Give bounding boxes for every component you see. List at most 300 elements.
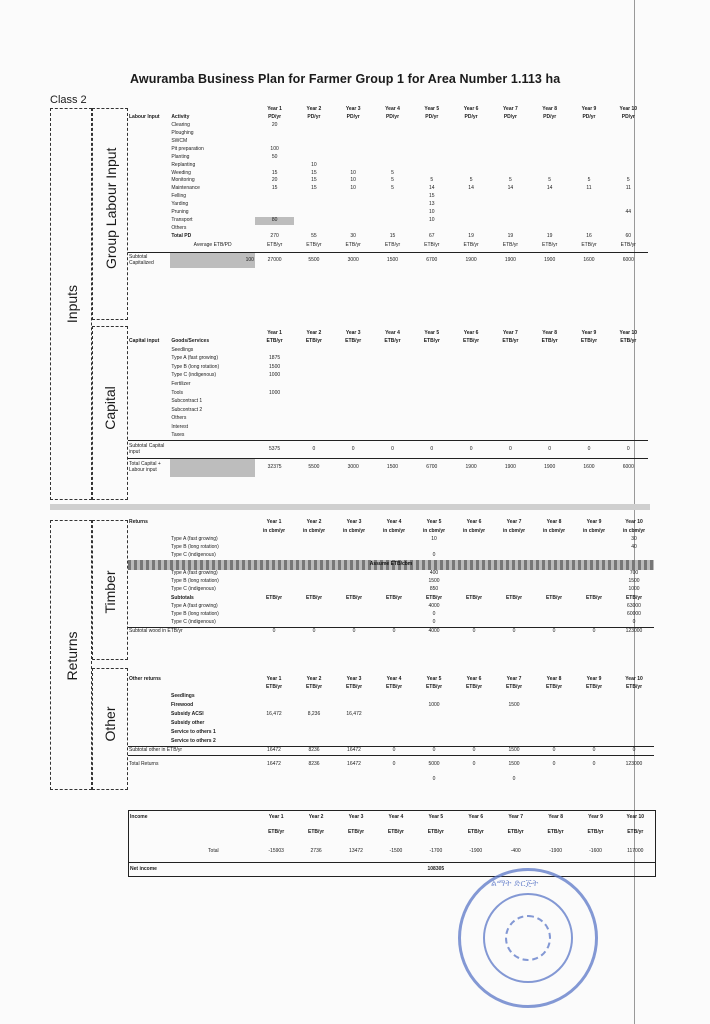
year-header: Year 6: [466, 518, 482, 525]
labour-value: [412, 146, 451, 154]
blank: [451, 346, 490, 355]
blank: [128, 130, 170, 138]
income-total-value: -1900: [469, 847, 483, 854]
unit-header: PD/yr: [268, 114, 282, 121]
labour-value: [530, 146, 569, 154]
labour-value: 10: [350, 169, 356, 176]
blank: [491, 432, 530, 441]
avg-unit: ETB/yr: [306, 242, 322, 249]
blank: [294, 552, 334, 560]
blank: [491, 406, 530, 415]
other-return-value: [294, 719, 334, 728]
other-returns-header: Other returns: [129, 676, 161, 683]
year-header: Year 4: [385, 330, 400, 337]
other-return-value: [534, 701, 574, 710]
blank: [491, 380, 530, 389]
year-header: Year 4: [385, 106, 400, 113]
below-value: 0: [512, 776, 516, 783]
table-row: [128, 627, 654, 636]
unit-header: ETB/yr: [541, 338, 558, 345]
year-header: Year 3: [345, 106, 361, 113]
unit-header: ETB/yr: [545, 594, 563, 601]
activity-label: Ploughing: [171, 130, 194, 137]
blank: [373, 415, 412, 424]
unit-header: PD/yr: [425, 114, 439, 121]
year-header: Year 2: [306, 518, 322, 525]
blank: [128, 432, 170, 441]
labour-value: [373, 130, 412, 138]
total-returns-value: 123000: [625, 760, 643, 767]
avg-unit: ETB/yr: [384, 242, 401, 249]
labour-value: [530, 169, 569, 177]
blank: [128, 701, 170, 710]
year-header: Year 3: [346, 676, 362, 683]
labour-value: 5: [626, 177, 630, 184]
timber-type-label: Type B (long rotation): [171, 544, 219, 551]
total-input-label: Total Capital + Labour input: [129, 461, 161, 473]
unit-header: ETB/yr: [345, 594, 363, 601]
unit-header: ETB/yr: [505, 594, 523, 601]
blank: [373, 355, 412, 364]
blank: [294, 355, 333, 364]
blank: [569, 389, 608, 398]
other-return-value: [614, 710, 654, 719]
blank: [374, 619, 414, 627]
year-header: Year 10: [619, 330, 638, 337]
labour-value: [255, 209, 294, 217]
labour-value: [373, 122, 412, 130]
year-header: Year 6: [463, 106, 479, 113]
total-returns-value: 0: [592, 760, 596, 767]
labour-value: 5: [391, 177, 394, 184]
labour-subtotal: 1900: [504, 256, 516, 263]
blank: [128, 217, 170, 225]
blank: [294, 346, 333, 355]
timber-table: [128, 518, 654, 636]
other-subtotal: 1500: [508, 746, 520, 753]
avg-unit: ETB/yr: [463, 242, 479, 249]
blank: [530, 355, 569, 364]
activity-label: Felling: [171, 193, 187, 200]
income-table: [128, 810, 656, 877]
blank: [534, 544, 574, 552]
year-header: Year 7: [503, 106, 518, 113]
labour-value: [569, 146, 608, 154]
table-row: [129, 825, 656, 841]
assume-price-band: Assume ETB/cbm: [128, 560, 654, 570]
unit-header: ETB/yr: [502, 338, 519, 345]
blank: [609, 346, 648, 355]
blank: [334, 363, 373, 372]
goods-label: Subcontract 2: [171, 406, 203, 413]
blank: [534, 536, 574, 544]
labour-value: [294, 209, 333, 217]
blank: [609, 380, 648, 389]
blank: [454, 552, 494, 560]
labour-value: [491, 161, 530, 169]
below-value: 0: [432, 776, 436, 783]
blank: [128, 728, 170, 737]
labour-value: [569, 161, 608, 169]
unit-header: PD/yr: [543, 114, 557, 121]
blank: [334, 536, 374, 544]
blank: [334, 372, 373, 381]
unit-header: ETB/yr: [385, 594, 403, 601]
blank: [534, 611, 574, 619]
year-header: Year 2: [306, 106, 322, 113]
goods-label: Interest: [171, 423, 188, 430]
timber-volume: [614, 552, 654, 560]
capital-subtotal: 0: [548, 445, 552, 452]
other-subtotal: 0: [632, 746, 636, 753]
labour-value: [412, 225, 451, 233]
goods-label: Taxes: [171, 432, 185, 439]
blank: [170, 106, 255, 114]
total-input-value: 32375: [267, 464, 282, 471]
unit-header: ETB/yr: [627, 828, 644, 835]
labour-value: 10: [350, 177, 356, 184]
blank: [491, 415, 530, 424]
labour-value: [609, 146, 648, 154]
activity-label: Monitoring: [171, 177, 195, 184]
other-subtotal: 0: [552, 746, 556, 753]
returns-label: Returns: [64, 631, 80, 681]
table-row: [128, 146, 648, 154]
table-row: [128, 570, 654, 578]
table-row: [128, 432, 648, 441]
other-return-value: [374, 701, 414, 710]
other-return-value: [574, 701, 614, 710]
labour-value: 15: [429, 193, 435, 200]
other-return-value: [374, 728, 414, 737]
labour-value: [530, 161, 569, 169]
blank: [170, 825, 256, 841]
labour-value: 50: [271, 153, 278, 160]
inputs-label: Inputs: [64, 284, 80, 324]
table-row: [128, 586, 654, 594]
blank: [294, 415, 333, 424]
blank: [374, 603, 414, 611]
blank: [454, 611, 494, 619]
blank: [128, 209, 170, 217]
blank: [454, 570, 494, 578]
year-header: Year 2: [306, 330, 322, 337]
unit-header: ETB/yr: [505, 684, 523, 691]
blank: [451, 355, 490, 364]
blank: [412, 415, 451, 424]
labour-value: [569, 154, 608, 162]
other-return-value: 8,236: [307, 710, 321, 717]
table-row: [128, 684, 654, 692]
blank: [376, 863, 416, 877]
capital-input-header: Capital input: [129, 338, 160, 345]
subtotals-label: Subtotals: [171, 594, 194, 601]
labour-value: [373, 146, 412, 154]
other-subtotal: 16472: [347, 746, 361, 753]
organization-seal: [458, 868, 598, 1008]
blank: [451, 398, 490, 407]
table-row: [128, 701, 654, 710]
labour-subtotal: 1600: [583, 256, 595, 263]
table-row: [128, 594, 654, 603]
other-return-value: [454, 719, 494, 728]
table-row: [128, 122, 648, 130]
year-header: Year 9: [581, 106, 597, 113]
table-row: [128, 389, 648, 398]
blank: [609, 363, 648, 372]
blank: [334, 346, 373, 355]
blank: [128, 544, 170, 552]
labour-value: 19: [546, 232, 553, 239]
other-return-value: 16,472: [266, 710, 282, 717]
labour-value: [412, 169, 451, 177]
other-return-value: [574, 692, 614, 701]
labour-value: 14: [429, 185, 435, 192]
blank: [451, 423, 490, 432]
table-row: [128, 193, 648, 201]
labour-value: [451, 122, 490, 130]
unit-header: ETB/yr: [427, 828, 444, 835]
other-return-value: [294, 728, 334, 737]
table-row: [128, 138, 648, 146]
unit-header: ETB/yr: [305, 594, 323, 601]
other-return-label: Subsidy ACSI: [171, 710, 204, 717]
other-return-value: [454, 737, 494, 746]
labour-value: [334, 146, 373, 154]
other-subtotal: 0: [392, 746, 396, 753]
other-return-value: [414, 737, 454, 746]
avg-unit: ETB/yr: [581, 242, 597, 249]
blank: [294, 363, 333, 372]
income-total-value: -1700: [429, 847, 443, 854]
blank: [128, 527, 170, 536]
capital-value: 1875: [269, 355, 281, 362]
activity-label: Others: [171, 224, 187, 231]
activity-label: Clearing: [171, 122, 190, 129]
other-return-value: [454, 710, 494, 719]
labour-value: [491, 138, 530, 146]
blank: [254, 536, 294, 544]
table-row: [128, 603, 654, 611]
year-header: Year 1: [268, 814, 284, 820]
table-row: [128, 154, 648, 162]
capital-value: [255, 380, 294, 389]
table-row: [128, 755, 654, 773]
year-header: Year 4: [386, 518, 402, 525]
total-input-value: 3000: [347, 464, 359, 471]
blank: [334, 406, 373, 415]
blank: [534, 586, 574, 594]
labour-value: [373, 154, 412, 162]
unit-header: ETB/yr: [547, 828, 564, 835]
timber-price: 850: [429, 586, 439, 593]
blank: [454, 586, 494, 594]
table-row: [128, 544, 654, 552]
blank: [128, 415, 170, 424]
wood-subtotal: 0: [592, 628, 596, 634]
table-row: [128, 441, 648, 459]
blank: [491, 398, 530, 407]
blank: [609, 398, 648, 407]
blank: [128, 586, 170, 594]
blank: [491, 346, 530, 355]
total-input-value: 1900: [465, 464, 477, 471]
labour-value: 13: [429, 201, 435, 208]
blank: [494, 611, 534, 619]
blank: [256, 863, 296, 877]
year-header: Year 5: [424, 106, 440, 113]
table-row: [129, 863, 656, 877]
table-row: [128, 338, 648, 346]
total-returns-value: 16472: [267, 760, 281, 767]
blank: [494, 544, 534, 552]
blank: [170, 441, 255, 459]
unit-header: ETB/yr: [305, 338, 322, 345]
labour-value: [451, 130, 490, 138]
wood-subtotal: 0: [312, 628, 316, 634]
subtotal-label: Subtotal Capitalized: [129, 254, 154, 266]
capital-subtotal: 0: [312, 445, 316, 452]
unit-header: ETB/yr: [345, 684, 363, 691]
labour-value: [491, 201, 530, 209]
labour-value: 15: [389, 232, 396, 239]
blank: [128, 594, 170, 603]
blank: [374, 773, 414, 787]
year-header: Year 5: [428, 814, 444, 820]
blank: [412, 423, 451, 432]
blank: [170, 459, 255, 477]
labour-value: 20: [271, 122, 278, 129]
labour-value: 10: [429, 216, 435, 223]
other-return-value: [374, 719, 414, 728]
blank: [374, 544, 414, 552]
total-returns-label: Total Returns: [129, 760, 159, 767]
year-header: Year 2: [306, 676, 322, 683]
other-return-value: [254, 737, 294, 746]
unit-header: ETB/yr: [265, 594, 283, 601]
unit-header: ETB/yr: [425, 594, 443, 601]
blank: [451, 432, 490, 441]
activity-label: Weeding: [171, 169, 191, 176]
blank: [569, 423, 608, 432]
timber-etb: 0: [432, 619, 436, 625]
unit-header: in cbm/yr: [582, 527, 606, 534]
blank: [534, 603, 574, 611]
blank: [374, 578, 414, 586]
blank: [609, 355, 648, 364]
labour-value: [294, 201, 333, 209]
unit-header: ETB/yr: [467, 828, 484, 835]
year-header: Year 3: [348, 814, 364, 820]
year-header: Year 6: [463, 330, 479, 337]
capital-value: [255, 432, 294, 441]
activity-label: SWCM: [171, 137, 188, 144]
labour-value: [530, 154, 569, 162]
activity-label: Pruning: [171, 208, 189, 215]
blank: [373, 380, 412, 389]
blank: [128, 570, 170, 578]
blank: [128, 380, 170, 389]
labour-value: 15: [311, 177, 317, 184]
blank: [451, 380, 490, 389]
average-label: Average ETB/PD: [193, 242, 232, 249]
table-row: [128, 415, 648, 424]
year-header: Year 5: [426, 676, 442, 683]
blank: [254, 611, 294, 619]
year-header: Year 9: [586, 676, 602, 683]
labour-value: 5: [469, 177, 473, 184]
unit-header: ETB/yr: [308, 828, 325, 835]
labour-value: [255, 130, 294, 138]
table-row: [128, 130, 648, 138]
labour-value: 15: [311, 185, 317, 192]
year-header: Year 8: [542, 106, 558, 113]
income-total-value: -1600: [589, 847, 602, 854]
labour-value: [569, 201, 608, 209]
unit-header: in cbm/yr: [302, 527, 326, 534]
timber-price: 400: [429, 570, 439, 577]
other-return-value: [414, 719, 454, 728]
unit-header: PD/yr: [621, 114, 635, 121]
blank: [170, 527, 254, 536]
blank: [534, 552, 574, 560]
total-returns-value: 0: [472, 760, 476, 767]
blank: [336, 863, 376, 877]
blank: [374, 552, 414, 560]
blank: [294, 372, 333, 381]
other-return-value: [294, 701, 334, 710]
table-row: [128, 737, 654, 746]
year-header: Year 4: [386, 676, 402, 683]
other-return-value: [614, 701, 654, 710]
labour-value: 5: [508, 177, 512, 184]
capital-subtotal: 0: [508, 445, 512, 452]
other-return-value: [614, 692, 654, 701]
labour-subtotal: 5500: [308, 256, 320, 263]
labour-value: [412, 154, 451, 162]
table-row: [128, 746, 654, 755]
blank: [254, 773, 294, 787]
year-header: Year 9: [581, 330, 597, 337]
unit-header: ETB/yr: [585, 684, 603, 691]
other-return-value: [334, 701, 374, 710]
wood-subtotal: 0: [272, 628, 276, 634]
labour-value: [294, 193, 333, 201]
blank: [128, 138, 170, 146]
goods-label: Type B (long rotation): [171, 363, 220, 370]
blank: [373, 423, 412, 432]
year-header: Year 1: [266, 676, 282, 683]
labour-value: [334, 154, 373, 162]
blank: [296, 863, 336, 877]
blank: [334, 380, 373, 389]
blank: [576, 863, 616, 877]
timber-type-label: Type C (indigenous): [171, 619, 216, 625]
labour-value: [569, 138, 608, 146]
activity-label: Planting: [171, 153, 190, 160]
labour-value: 5: [548, 177, 552, 184]
blank: [569, 355, 608, 364]
blank: [334, 603, 374, 611]
labour-value: 14: [546, 185, 553, 192]
blank: [294, 406, 333, 415]
blank: [334, 423, 373, 432]
blank: [373, 389, 412, 398]
blank: [494, 536, 534, 544]
other-subtotal: 8236: [308, 746, 320, 753]
blank: [374, 611, 414, 619]
blank: [412, 372, 451, 381]
